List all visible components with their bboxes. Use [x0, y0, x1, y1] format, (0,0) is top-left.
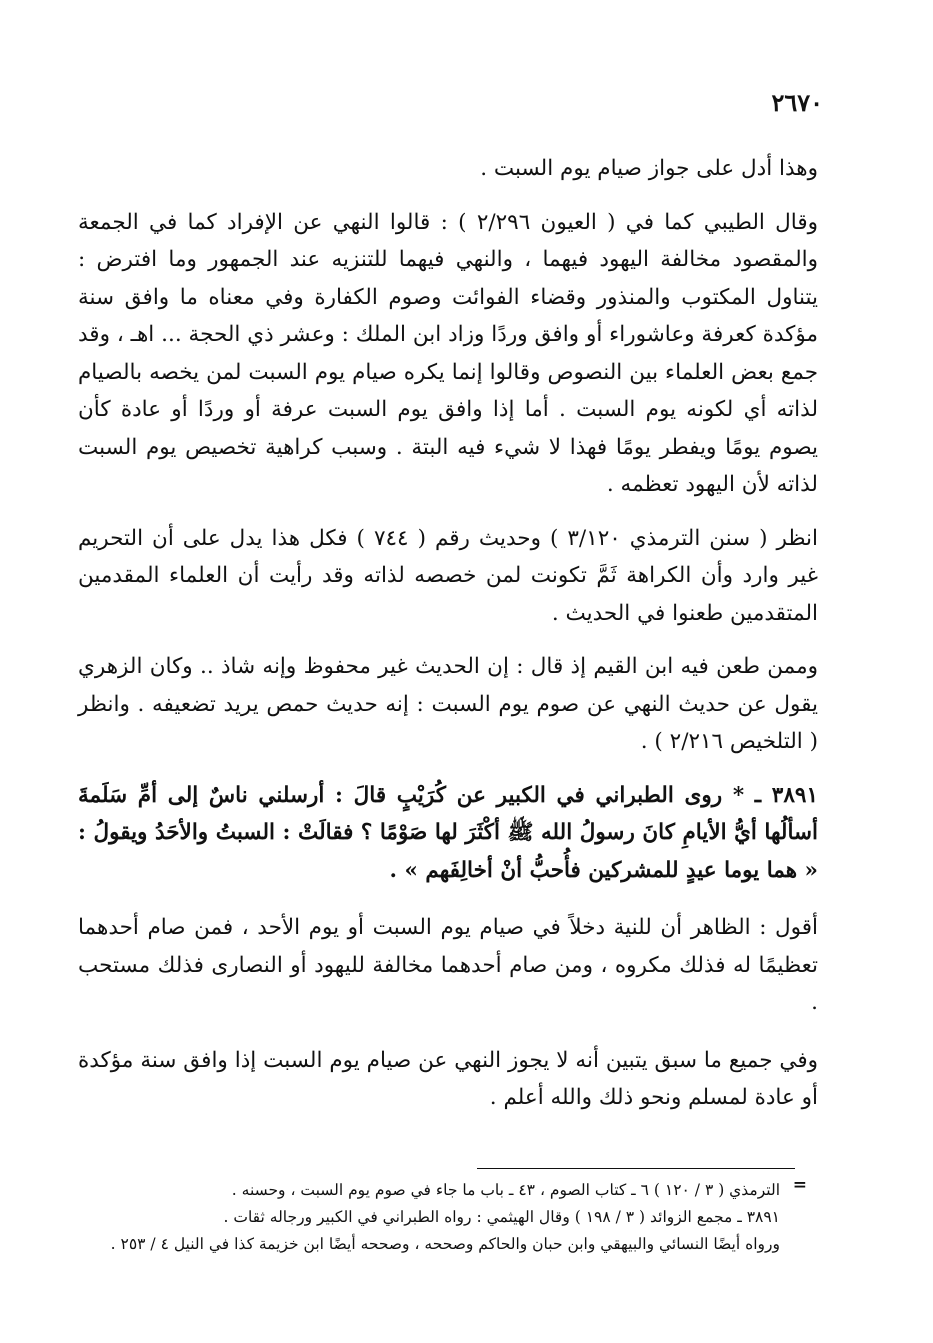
footnote-line: ٣٨٩١ ـ مجمع الزوائد ( ٣ / ١٩٨ ) وقال الهيثمي : رواه الطبراني في الكبير ورجاله ثقات .	[223, 1208, 780, 1226]
footnote-separator	[477, 1168, 795, 1169]
main-text	[78, 150, 818, 1117]
footnote-line: الترمذي ( ٣ / ١٢٠ ) ٦ ـ كتاب الصوم ، ٤٣ ـ باب ما جاء في صوم يوم السبت ، وحسنه .	[231, 1181, 780, 1199]
paragraph-tirmidhi-reference: انظر ( سنن الترمذي ٣/١٢٠ ) وحديث رقم ( ٧٤٤ ) فكل هذا يدل على أن التحريم غير وارد وأن الكراهة ثَمَّ تكونت لمن خصصه لذاته وقد رأيت أن العلماء المقدمين المتقدمين طعنوا في الحديث .	[78, 525, 818, 626]
paragraph-author-comment: أقول : الظاهر أن للنية دخلاً في صيام يوم السبت أو يوم الأحد ، فمن صام أحدهما تعظيمًا له فذلك مكروه ، ومن صام أحدهما مخالفة لليهود أو النصارى فذلك مستحب .	[78, 915, 818, 1015]
footnote-continuation-marker: =	[792, 1175, 807, 1195]
footnote-line: ورواه أيضًا النسائي والبيهقي وابن حبان والحاكم وصححه ، وصححه أيضًا ابن خزيمة كذا في النيل ٤ / ٢٥٣ .	[110, 1235, 780, 1253]
paragraph-hadith-3891: ٣٨٩١ ـ * روى الطبراني في الكبير عن كُرَيْبٍ قالَ : أرسلني ناسٌ إلى أمِّ سَلَمةَ أسألُها أيُّ الأيامِ كانَ رسولُ الله ﷺ أكْثَرَ لها صَوْمًا ؟ فقالَتْ : السبتُ والأحَدُ ويقولُ : « هما يوما عيدٍ للمشركين فأُحبُّ أنْ أخالِفَهم » .	[78, 782, 818, 883]
footnotes	[98, 1177, 780, 1258]
page-number: ٢٦٧٠	[771, 88, 823, 117]
paragraph-tibi-quote: وقال الطيبي كما في ( العيون ٢/٢٩٦ ) : قالوا النهي عن الإفراد كما في الجمعة والمقصود مخالفة اليهود فيهما ، والنهي فيهما للتنزيه عند الجمهور وما افترض : يتناول المكتوب والمنذور وقضاء الفوائت وصوم الكفارة وفي معناه ما وافق سنة مؤكدة كعرفة وعاشوراء أو وافق وردًا وزاد ابن الملك : وعشر ذي الحجة ... اهـ ، وقد جمع بعض العلماء بين النصوص وقالوا إنما يكره صيام يوم السبت لمن يخصه بالصيام لذاته أي لكونه يوم السبت . أما إذا وافق يوم السبت عرفة أو وردًا أو عادة كأن يصوم يومًا ويفطر يومًا فهذا لا شيء فيه البتة . وسبب كراهية تخصيص يوم السبت لذاته لأن اليهود تعظمه .	[78, 209, 818, 497]
paragraph-ibn-qayyim-criticism: وممن طعن فيه ابن القيم إذ قال : إن الحديث غير محفوظ وإنه شاذ .. وكان الزهري يقول عن حديث النهي عن صوم يوم السبت : إنه حديث حمص يريد تضعيفه . وانظر ( التلخيص ٢/٢١٦ ) .	[78, 654, 818, 754]
paragraph-saturday-fasting-note: وهذا أدل على جواز صيام يوم السبت .	[480, 156, 818, 181]
paragraph-conclusion: وفي جميع ما سبق يتبين أنه لا يجوز النهي عن صيام يوم السبت إذا وافق سنة مؤكدة أو عادة لمسلم ونحو ذلك والله أعلم .	[78, 1047, 818, 1110]
